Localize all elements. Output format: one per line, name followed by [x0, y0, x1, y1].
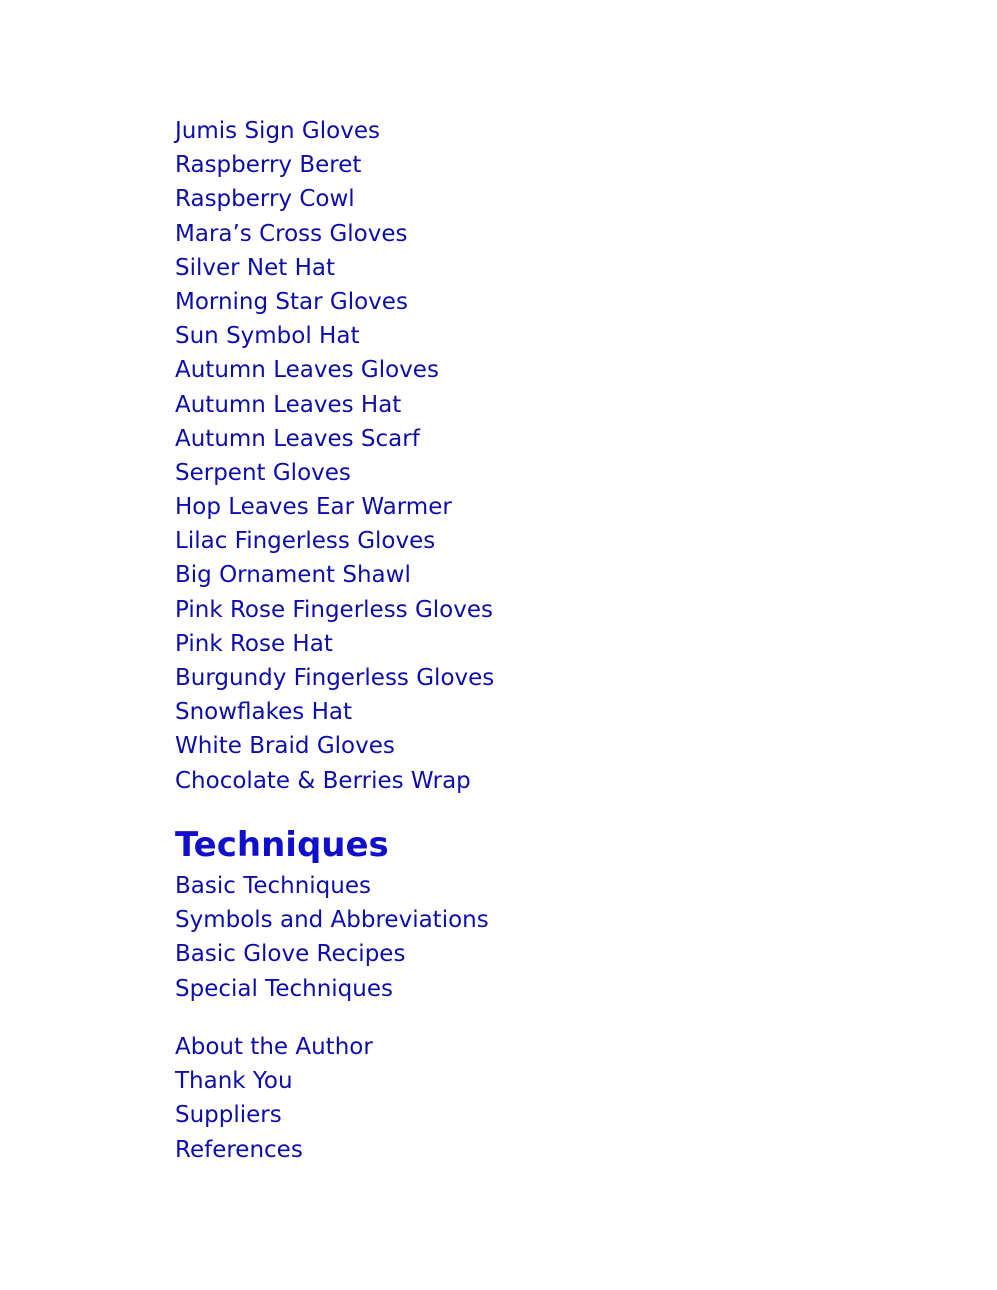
toc-project-link[interactable]: Autumn Leaves Scarf [175, 425, 420, 452]
toc-project-link[interactable]: Chocolate & Berries Wrap [175, 767, 471, 794]
techniques-heading: Techniques [175, 825, 389, 865]
toc-back-matter-link[interactable]: About the Author [175, 1034, 373, 1060]
toc-technique-link[interactable]: Basic Techniques [175, 873, 371, 899]
toc-project-link[interactable]: Morning Star Gloves [175, 288, 408, 315]
toc-back-matter-link[interactable]: References [175, 1136, 303, 1163]
toc-technique-link[interactable]: Basic Glove Recipes [175, 941, 406, 968]
toc-project-link[interactable]: Lilac Fingerless Gloves [175, 528, 436, 555]
toc-project-link[interactable]: Pink Rose Hat [175, 630, 333, 657]
toc-project-link[interactable]: Mara’s Cross Gloves [175, 220, 408, 247]
toc-project-link[interactable]: Autumn Leaves Hat [175, 391, 402, 418]
back-matter-list [175, 1030, 373, 1167]
toc-back-matter-link[interactable]: Thank You [175, 1068, 293, 1095]
toc-project-link[interactable]: Pink Rose Fingerless Gloves [175, 596, 494, 623]
toc-project-link[interactable]: Autumn Leaves Gloves [175, 357, 439, 384]
toc-project-link[interactable]: Raspberry Beret [175, 152, 362, 179]
toc-project-link[interactable]: White Braid Gloves [175, 733, 395, 760]
toc-project-link[interactable]: Serpent Gloves [175, 459, 351, 486]
toc-technique-link[interactable]: Special Techniques [175, 975, 393, 1002]
techniques-list [175, 869, 489, 1006]
toc-project-link[interactable]: Snowflakes Hat [175, 699, 352, 726]
toc-project-link[interactable]: Sun Symbol Hat [175, 323, 360, 350]
toc-project-link[interactable]: Hop Leaves Ear Warmer [175, 494, 452, 521]
toc-project-link[interactable]: Raspberry Cowl [175, 186, 355, 213]
toc-project-link[interactable]: Jumis Sign Gloves [175, 118, 380, 144]
toc-technique-link[interactable]: Symbols and Abbreviations [175, 907, 489, 934]
toc-project-link[interactable]: Silver Net Hat [175, 254, 336, 281]
toc-project-link[interactable]: Big Ornament Shawl [175, 562, 411, 589]
projects-list [175, 114, 494, 798]
toc-project-link[interactable]: Burgundy Fingerless Gloves [175, 665, 495, 691]
toc-back-matter-link[interactable]: Suppliers [175, 1102, 282, 1129]
